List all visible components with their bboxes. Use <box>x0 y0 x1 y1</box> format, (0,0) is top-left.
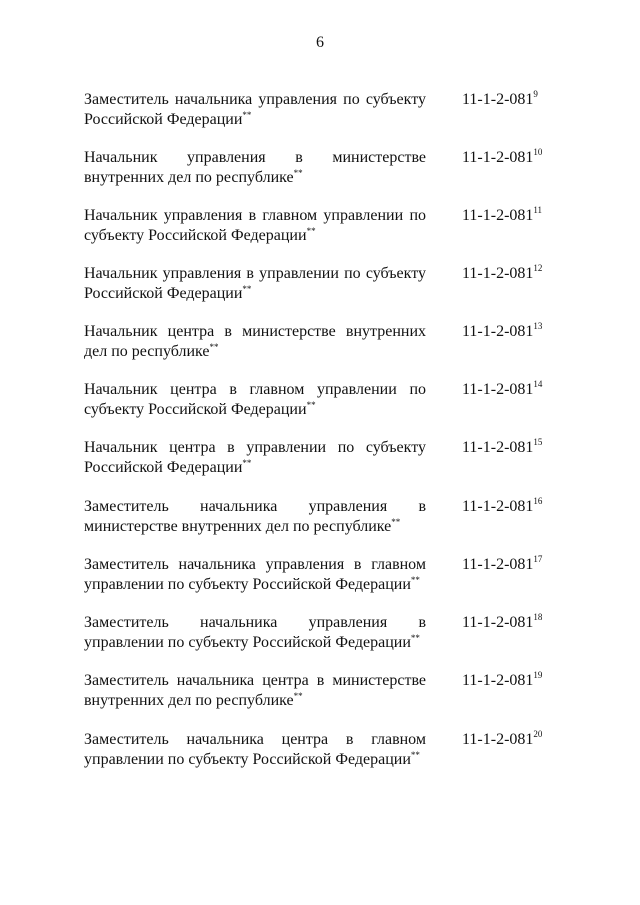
position-entry <box>0 264 640 314</box>
position-code-text: 11-1-2-081 <box>462 731 534 748</box>
footnote-mark: ** <box>293 168 303 178</box>
position-title-text: Заместитель начальника центра в министерстве внутренних дел по республике <box>84 672 426 709</box>
position-entry <box>0 671 640 721</box>
position-code <box>462 264 542 284</box>
position-title-text: Заместитель начальника управления в управлении по субъекту Российской Федерации <box>84 614 426 651</box>
position-code <box>462 438 542 458</box>
position-entry <box>0 322 640 372</box>
position-title <box>84 555 426 595</box>
position-entry <box>0 438 640 488</box>
position-code <box>462 671 542 691</box>
position-code <box>462 322 542 342</box>
position-code-text: 11-1-2-081 <box>462 265 534 282</box>
position-code-text: 11-1-2-081 <box>462 323 534 340</box>
code-superscript: 20 <box>533 729 543 739</box>
position-title-text: Начальник центра в главном управлении по субъекту Российской Федерации <box>84 381 426 418</box>
footnote-mark: ** <box>242 110 252 120</box>
position-title <box>84 148 426 188</box>
position-title <box>84 380 426 420</box>
footnote-mark: ** <box>293 691 303 701</box>
footnote-mark: ** <box>410 750 420 760</box>
footnote-mark: ** <box>410 575 420 585</box>
position-code <box>462 497 542 517</box>
code-superscript: 17 <box>533 554 543 564</box>
position-title <box>84 613 426 653</box>
page-number: 6 <box>316 34 324 51</box>
position-title-text: Начальник центра в министерстве внутренних дел по республике <box>84 323 426 360</box>
position-title-text: Заместитель начальника управления по субъекту Российской Федерации <box>84 91 426 128</box>
position-title <box>84 730 426 770</box>
code-superscript: 16 <box>533 496 543 506</box>
code-superscript: 14 <box>533 379 543 389</box>
code-superscript: 18 <box>533 612 543 622</box>
footnote-mark: ** <box>242 458 252 468</box>
position-title <box>84 671 426 711</box>
position-code-text: 11-1-2-081 <box>462 556 534 573</box>
position-entry <box>0 497 640 547</box>
position-title-text: Начальник центра в управлении по субъекту Российской Федерации <box>84 439 426 476</box>
position-entry <box>0 148 640 198</box>
position-title <box>84 322 426 362</box>
position-code-text: 11-1-2-081 <box>462 91 534 108</box>
position-code <box>462 555 542 575</box>
position-code <box>462 90 538 110</box>
code-superscript: 9 <box>533 89 538 99</box>
position-code-text: 11-1-2-081 <box>462 381 534 398</box>
position-title <box>84 206 426 246</box>
position-title-text: Начальник управления в главном управлении по субъекту Российской Федерации <box>84 207 426 244</box>
position-code-text: 11-1-2-081 <box>462 149 534 166</box>
code-superscript: 12 <box>533 263 543 273</box>
position-entry <box>0 613 640 663</box>
code-superscript: 10 <box>533 147 543 157</box>
position-code-text: 11-1-2-081 <box>462 207 534 224</box>
position-entry <box>0 206 640 256</box>
position-title-text: Заместитель начальника управления в главном управлении по субъекту Российской Федерации <box>84 556 426 593</box>
position-entry <box>0 90 640 140</box>
code-superscript: 11 <box>533 205 543 215</box>
footnote-mark: ** <box>391 517 401 527</box>
position-title-text: Начальник управления в управлении по субъекту Российской Федерации <box>84 265 426 302</box>
position-entry <box>0 555 640 605</box>
position-entry <box>0 730 640 780</box>
code-superscript: 15 <box>533 437 543 447</box>
footnote-mark: ** <box>306 226 316 236</box>
position-code <box>462 148 542 168</box>
position-title <box>84 264 426 304</box>
position-entry <box>0 380 640 430</box>
footnote-mark: ** <box>410 633 420 643</box>
footnote-mark: ** <box>306 400 316 410</box>
position-code-text: 11-1-2-081 <box>462 672 534 689</box>
code-superscript: 13 <box>533 321 543 331</box>
position-title <box>84 90 426 130</box>
position-code <box>462 613 542 633</box>
position-code <box>462 206 542 226</box>
position-title-text: Начальник управления в министерстве внутренних дел по республике <box>84 149 426 186</box>
footnote-mark: ** <box>209 342 219 352</box>
position-title-text: Заместитель начальника центра в главном управлении по субъекту Российской Федерации <box>84 731 426 768</box>
position-title <box>84 497 426 537</box>
position-code <box>462 730 542 750</box>
position-code-text: 11-1-2-081 <box>462 439 534 456</box>
position-code-text: 11-1-2-081 <box>462 498 534 515</box>
position-code <box>462 380 542 400</box>
position-code-text: 11-1-2-081 <box>462 614 534 631</box>
footnote-mark: ** <box>242 284 252 294</box>
code-superscript: 19 <box>533 670 543 680</box>
position-title <box>84 438 426 478</box>
position-title-text: Заместитель начальника управления в министерстве внутренних дел по республике <box>84 498 426 535</box>
